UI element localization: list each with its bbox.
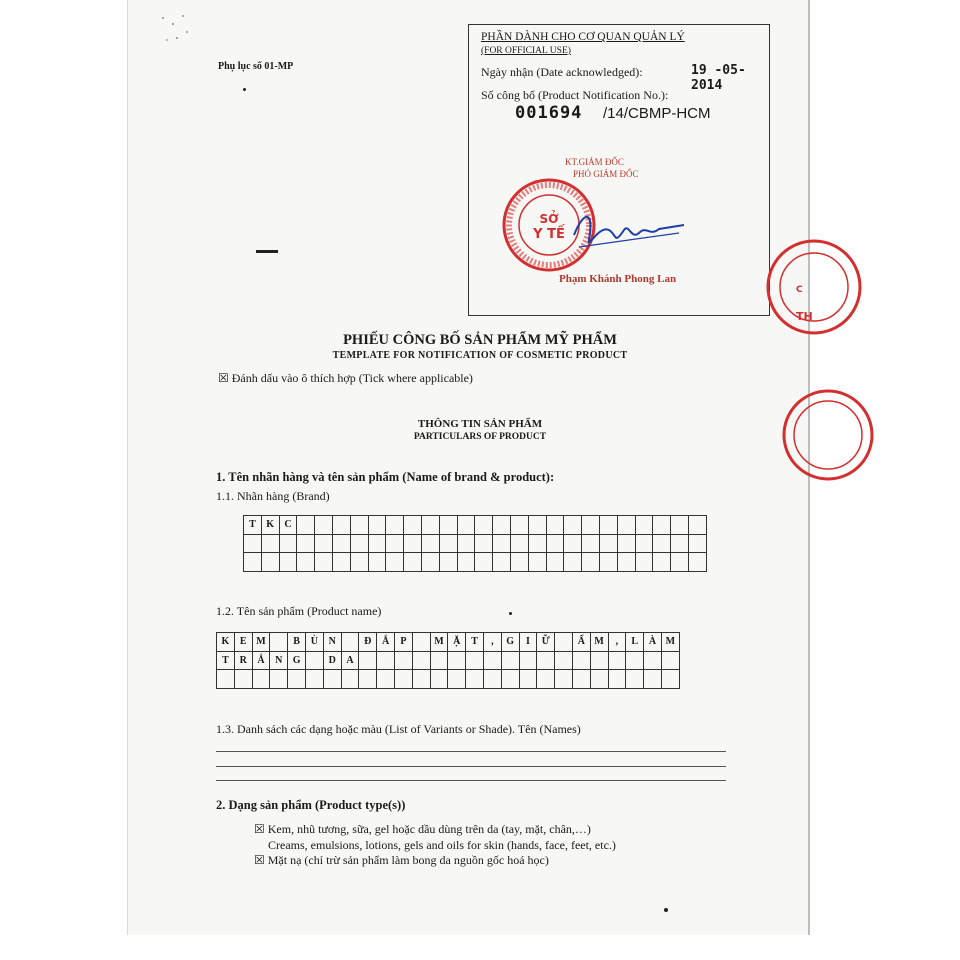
svg-text:TH: TH [796, 310, 813, 323]
grid-cell[interactable] [582, 553, 600, 572]
grid-cell[interactable] [457, 516, 475, 535]
question-2-heading: 2. Dạng sản phẩm (Product type(s)) [216, 798, 406, 812]
grid-cell[interactable] [635, 534, 653, 553]
grid-cell[interactable] [590, 651, 608, 670]
grid-cell[interactable] [510, 553, 528, 572]
grid-cell[interactable] [394, 670, 412, 689]
grid-cell[interactable] [599, 534, 617, 553]
grid-cell[interactable]: Ắ [252, 651, 270, 670]
grid-cell[interactable]: N [323, 633, 341, 652]
grid-cell[interactable]: À [644, 633, 662, 652]
grid-cell[interactable] [510, 516, 528, 535]
grid-cell[interactable] [421, 534, 439, 553]
grid-cell[interactable] [582, 534, 600, 553]
notification-label: Số công bố (Product Notification No.): [481, 88, 669, 102]
grid-cell[interactable] [394, 651, 412, 670]
grid-cell[interactable] [537, 651, 555, 670]
grid-cell[interactable] [555, 651, 573, 670]
grid-cell[interactable]: M [661, 633, 679, 652]
grid-cell[interactable]: I [519, 633, 537, 652]
grid-cell[interactable] [350, 534, 368, 553]
grid-cell[interactable] [279, 553, 297, 572]
grid-cell[interactable] [261, 553, 279, 572]
variants-line-3 [216, 780, 726, 781]
partial-seal-icon [766, 232, 813, 342]
grid-cell[interactable] [288, 670, 306, 689]
grid-cell[interactable] [483, 651, 501, 670]
grid-cell[interactable]: M [590, 633, 608, 652]
brand-grid [243, 515, 707, 572]
grid-cell[interactable] [564, 516, 582, 535]
grid-cell[interactable]: B [288, 633, 306, 652]
grid-cell[interactable]: K [261, 516, 279, 535]
variants-line-1 [216, 751, 726, 752]
grid-row [244, 534, 707, 553]
grid-cell[interactable] [493, 534, 511, 553]
grid-cell[interactable] [661, 651, 679, 670]
grid-cell[interactable] [635, 516, 653, 535]
grid-cell[interactable] [279, 534, 297, 553]
ink-dot [243, 88, 246, 91]
grid-cell[interactable] [359, 651, 377, 670]
grid-cell[interactable] [688, 534, 706, 553]
grid-cell[interactable] [572, 670, 590, 689]
question-1-heading: 1. Tên nhãn hàng và tên sản phẩm (Name of brand & product): [216, 470, 555, 484]
grid-cell[interactable] [217, 670, 235, 689]
grid-cell[interactable] [599, 516, 617, 535]
date-acknowledged-value: 19 -05- 2014 [691, 63, 746, 93]
grid-cell[interactable] [332, 516, 350, 535]
grid-cell[interactable]: D [323, 651, 341, 670]
grid-cell[interactable] [661, 670, 679, 689]
grid-cell[interactable] [244, 553, 262, 572]
grid-cell[interactable] [377, 651, 395, 670]
grid-cell[interactable] [412, 633, 430, 652]
grid-cell[interactable] [430, 651, 448, 670]
grid-cell[interactable] [386, 516, 404, 535]
grid-cell[interactable]: T [244, 516, 262, 535]
grid-cell[interactable] [315, 516, 333, 535]
grid-cell[interactable] [546, 553, 564, 572]
grid-cell[interactable] [457, 553, 475, 572]
grid-cell[interactable] [404, 516, 422, 535]
speckle-marks [155, 10, 195, 50]
grid-row [217, 633, 680, 652]
grid-cell[interactable] [439, 534, 457, 553]
grid-cell[interactable] [430, 670, 448, 689]
grid-cell[interactable] [644, 670, 662, 689]
grid-cell[interactable] [572, 651, 590, 670]
grid-cell[interactable] [297, 553, 315, 572]
grid-cell[interactable] [671, 516, 689, 535]
grid-cell[interactable]: Ù [305, 633, 323, 652]
grid-cell[interactable]: , [608, 633, 626, 652]
ink-dash [256, 250, 278, 253]
grid-cell[interactable] [315, 553, 333, 572]
official-title-en: (FOR OFFICIAL USE) [481, 46, 571, 56]
svg-text:SỞ: SỞ [539, 212, 559, 226]
grid-cell[interactable]: L [626, 633, 644, 652]
grid-cell[interactable] [386, 534, 404, 553]
signer-name: Phạm Khánh Phong Lan [559, 273, 677, 285]
official-use-box [468, 24, 770, 316]
grid-cell[interactable] [590, 670, 608, 689]
grid-cell[interactable] [493, 553, 511, 572]
document-title-en: TEMPLATE FOR NOTIFICATION OF COSMETIC PRODUCT [332, 350, 628, 361]
grid-cell[interactable]: Ẩ [572, 633, 590, 652]
grid-cell[interactable] [439, 553, 457, 572]
product-type-option-1-en: Creams, emulsions, lotions, gels and oils for skin (hands, face, feet, etc.) [268, 838, 616, 852]
grid-cell[interactable] [582, 516, 600, 535]
tick-note: ☒ Đánh dấu vào ô thích hợp (Tick where applicable) [218, 371, 473, 385]
grid-cell[interactable] [332, 534, 350, 553]
grid-cell[interactable] [305, 670, 323, 689]
grid-cell[interactable] [315, 534, 333, 553]
product-type-option-1[interactable]: ☒ Kem, nhũ tương, sữa, gel hoặc dầu dùng trên da (tay, mặt, chân,…) [254, 822, 591, 836]
grid-cell[interactable]: Ữ [537, 633, 555, 652]
grid-cell[interactable] [297, 534, 315, 553]
grid-cell[interactable] [404, 553, 422, 572]
grid-cell[interactable] [341, 633, 359, 652]
grid-cell[interactable] [457, 534, 475, 553]
grid-cell[interactable]: , [483, 633, 501, 652]
grid-cell[interactable] [270, 633, 288, 652]
grid-cell[interactable] [359, 670, 377, 689]
grid-cell[interactable] [421, 553, 439, 572]
grid-cell[interactable] [617, 516, 635, 535]
brand-label: 1.1. Nhãn hàng (Brand) [216, 489, 330, 503]
ink-dot [664, 908, 668, 912]
grid-cell[interactable]: Đ [359, 633, 377, 652]
grid-cell[interactable] [350, 516, 368, 535]
grid-cell[interactable] [671, 534, 689, 553]
grid-cell[interactable] [564, 553, 582, 572]
grid-cell[interactable] [368, 534, 386, 553]
date-acknowledged-label: Ngày nhận (Date acknowledged): [481, 65, 643, 79]
official-title-vi: PHẦN DÀNH CHO CƠ QUAN QUẢN LÝ [481, 31, 685, 43]
svg-text:Y TẾ: Y TẾ [533, 227, 565, 242]
grid-cell[interactable]: G [501, 633, 519, 652]
notification-number: 001694 [515, 103, 583, 123]
product-name-label: 1.2. Tên sản phẩm (Product name) [216, 604, 382, 618]
grid-cell[interactable]: M [430, 633, 448, 652]
grid-cell[interactable] [653, 516, 671, 535]
grid-cell[interactable] [617, 553, 635, 572]
grid-cell[interactable] [510, 534, 528, 553]
grid-cell[interactable] [244, 534, 262, 553]
grid-cell[interactable] [555, 633, 573, 652]
grid-cell[interactable] [439, 516, 457, 535]
grid-cell[interactable] [626, 651, 644, 670]
grid-cell[interactable]: A [341, 651, 359, 670]
grid-cell[interactable] [671, 553, 689, 572]
signer-title-1: KT.GIÁM ĐỐC [565, 157, 624, 167]
grid-cell[interactable] [546, 534, 564, 553]
grid-cell[interactable] [608, 651, 626, 670]
grid-cell[interactable] [323, 670, 341, 689]
variants-label: 1.3. Danh sách các dạng hoặc màu (List of Variants or Shade). Tên (Names) [216, 722, 581, 736]
grid-cell[interactable] [617, 534, 635, 553]
grid-cell[interactable]: T [466, 633, 484, 652]
svg-text:C: C [796, 285, 803, 295]
grid-cell[interactable] [297, 516, 315, 535]
grid-cell[interactable] [305, 651, 323, 670]
grid-cell[interactable] [608, 670, 626, 689]
grid-cell[interactable]: P [394, 633, 412, 652]
grid-cell[interactable] [448, 670, 466, 689]
grid-cell[interactable] [421, 516, 439, 535]
grid-cell[interactable] [599, 553, 617, 572]
grid-cell[interactable] [252, 670, 270, 689]
grid-cell[interactable] [377, 670, 395, 689]
signature-icon [569, 205, 689, 255]
grid-cell[interactable] [483, 670, 501, 689]
grid-cell[interactable]: K [217, 633, 235, 652]
grid-cell[interactable] [519, 651, 537, 670]
document-title-vi: PHIẾU CÔNG BỐ SẢN PHẨM MỸ PHẨM [343, 332, 617, 348]
variants-line-2 [216, 766, 726, 767]
notification-suffix: /14/CBMP-HCM [603, 105, 711, 122]
grid-cell[interactable] [475, 516, 493, 535]
grid-row [244, 553, 707, 572]
grid-cell[interactable] [386, 553, 404, 572]
grid-cell[interactable] [555, 670, 573, 689]
appendix-label: Phụ lục số 01-MP [218, 61, 294, 72]
grid-cell[interactable] [368, 553, 386, 572]
grid-cell[interactable] [626, 670, 644, 689]
grid-cell[interactable] [501, 670, 519, 689]
grid-cell[interactable] [653, 553, 671, 572]
grid-cell[interactable]: N [270, 651, 288, 670]
ink-dot [509, 612, 512, 615]
grid-cell[interactable] [234, 670, 252, 689]
scan-speckles [155, 10, 195, 50]
section-title-vi: THÔNG TIN SẢN PHẨM [417, 418, 543, 430]
grid-row [217, 670, 680, 689]
grid-cell[interactable] [519, 670, 537, 689]
signer-title-2: PHÓ GIÁM ĐỐC [573, 169, 639, 179]
grid-cell[interactable]: M [252, 633, 270, 652]
grid-cell[interactable] [448, 651, 466, 670]
grid-cell[interactable] [261, 534, 279, 553]
grid-cell[interactable] [528, 516, 546, 535]
grid-cell[interactable] [368, 516, 386, 535]
grid-cell[interactable] [546, 516, 564, 535]
product-name-grid [216, 632, 680, 689]
grid-cell[interactable]: C [279, 516, 297, 535]
grid-cell[interactable] [537, 670, 555, 689]
grid-cell[interactable] [564, 534, 582, 553]
grid-cell[interactable] [412, 670, 430, 689]
grid-cell[interactable] [501, 651, 519, 670]
grid-cell[interactable] [688, 553, 706, 572]
grid-cell[interactable] [653, 534, 671, 553]
grid-cell[interactable] [475, 534, 493, 553]
grid-cell[interactable]: R [234, 651, 252, 670]
product-type-option-2[interactable]: ☒ Mặt nạ (chỉ trừ sản phẩm làm bong da nguồn gốc hoá học) [254, 853, 549, 867]
grid-cell[interactable]: Ắ [377, 633, 395, 652]
grid-cell[interactable] [635, 553, 653, 572]
section-title-en: PARTICULARS OF PRODUCT [413, 432, 547, 442]
grid-cell[interactable] [332, 553, 350, 572]
grid-cell[interactable] [528, 553, 546, 572]
grid-cell[interactable] [528, 534, 546, 553]
grid-cell[interactable] [350, 553, 368, 572]
grid-cell[interactable]: E [234, 633, 252, 652]
grid-row [244, 516, 707, 535]
grid-cell[interactable] [493, 516, 511, 535]
grid-row [217, 651, 680, 670]
grid-cell[interactable] [341, 670, 359, 689]
grid-cell[interactable] [475, 553, 493, 572]
grid-cell[interactable] [466, 651, 484, 670]
grid-cell[interactable] [644, 651, 662, 670]
grid-cell[interactable] [412, 651, 430, 670]
grid-cell[interactable] [270, 670, 288, 689]
grid-cell[interactable] [688, 516, 706, 535]
grid-cell[interactable]: Ặ [448, 633, 466, 652]
grid-cell[interactable]: T [217, 651, 235, 670]
grid-cell[interactable] [404, 534, 422, 553]
grid-cell[interactable]: G [288, 651, 306, 670]
grid-cell[interactable] [466, 670, 484, 689]
